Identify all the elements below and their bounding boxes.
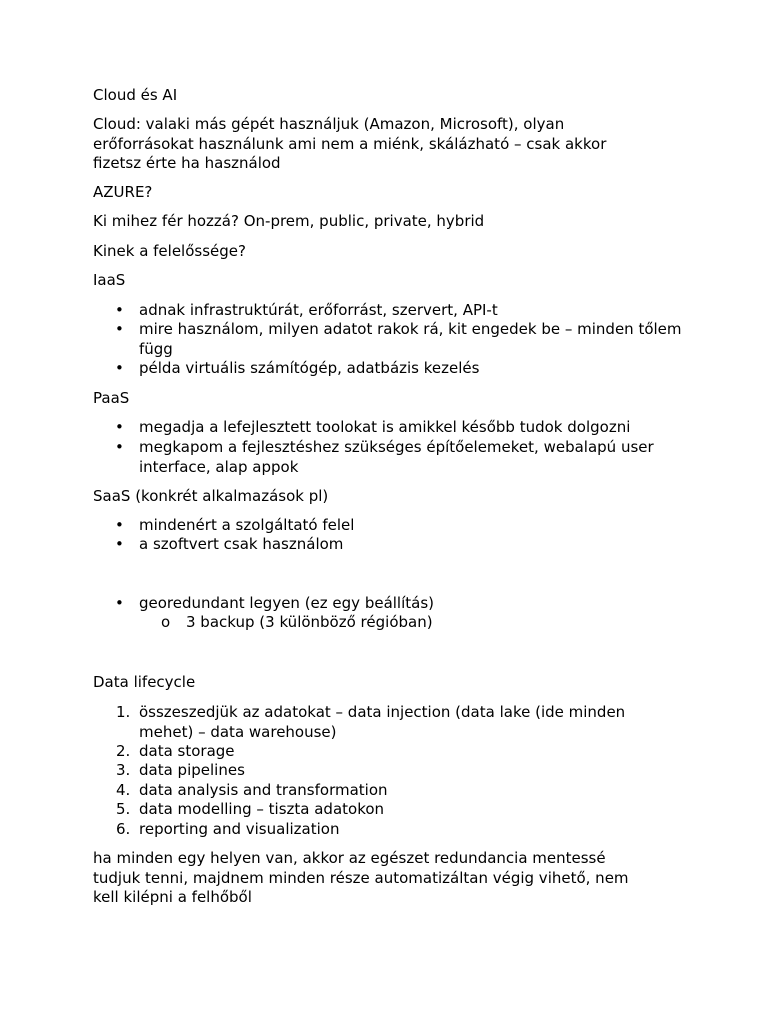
iaas-heading: IaaS bbox=[93, 271, 126, 289]
item-number: 3. bbox=[116, 761, 131, 779]
list-item-text: adnak infrastruktúrát, erőforrást, szervert, API-t bbox=[139, 301, 498, 319]
bullet-marker: • bbox=[115, 359, 124, 377]
saas-heading: SaaS (konkrét alkalmazások pl) bbox=[93, 487, 329, 505]
bullet-marker: • bbox=[115, 594, 124, 612]
numbered-item-text: reporting and visualization bbox=[139, 820, 340, 838]
bullet-marker: • bbox=[115, 535, 124, 553]
item-number: 2. bbox=[116, 742, 131, 760]
bullet-marker: • bbox=[115, 301, 124, 319]
item-number: 1. bbox=[116, 703, 131, 721]
list-item-text: példa virtuális számítógép, adatbázis kezelés bbox=[139, 359, 480, 377]
lifecycle-heading: Data lifecycle bbox=[93, 673, 196, 691]
access-question: Ki mihez fér hozzá? On-prem, public, private, hybrid bbox=[93, 212, 485, 230]
numbered-item-text: összeszedjük az adatokat – data injection (data lake (ide minden mehet) – data warehouse) bbox=[139, 703, 626, 741]
closing-paragraph: ha minden egy helyen van, akkor az egészet redundancia mentessé tudjuk tenni, majdnem minden része automatizáltan végig vihető, nem kell kilépni a felhőből bbox=[93, 849, 629, 906]
list-item-text: a szoftvert csak használom bbox=[139, 535, 344, 553]
sub-list-item-text: 3 backup (3 különböző régióban) bbox=[186, 613, 433, 631]
cloud-definition: Cloud: valaki más gépét használjuk (Amazon, Microsoft), olyan erőforrásokat használunk ami nem a miénk, skálázható – csak akkor fizetsz érte ha használod bbox=[93, 115, 607, 172]
sub-bullet-marker: o bbox=[161, 613, 171, 631]
list-item-text: mindenért a szolgáltató felel bbox=[139, 516, 355, 534]
bullet-marker: • bbox=[115, 438, 124, 456]
list-item-text: georedundant legyen (ez egy beállítás) bbox=[139, 594, 434, 612]
bullet-marker: • bbox=[115, 320, 124, 338]
list-item-text: mire használom, milyen adatot rakok rá, kit engedek be – minden tőlem függ bbox=[139, 320, 682, 358]
numbered-item-text: data modelling – tiszta adatokon bbox=[139, 800, 385, 818]
item-number: 4. bbox=[116, 781, 131, 799]
bullet-marker: • bbox=[115, 516, 124, 534]
numbered-item-text: data storage bbox=[139, 742, 235, 760]
list-item-text: megadja a lefejlesztett toolokat is amikkel később tudok dolgozni bbox=[139, 418, 631, 436]
azure-question: AZURE? bbox=[93, 183, 153, 201]
responsibility-question: Kinek a felelőssége? bbox=[93, 242, 246, 260]
item-number: 5. bbox=[116, 800, 131, 818]
list-item-text: megkapom a fejlesztéshez szükséges építőelemeket, webalapú user interface, alap appok bbox=[139, 438, 654, 476]
numbered-item-text: data analysis and transformation bbox=[139, 781, 388, 799]
item-number: 6. bbox=[116, 820, 131, 838]
bullet-marker: • bbox=[115, 418, 124, 436]
paas-heading: PaaS bbox=[93, 389, 130, 407]
numbered-item-text: data pipelines bbox=[139, 761, 245, 779]
document-title: Cloud és AI bbox=[93, 86, 178, 104]
